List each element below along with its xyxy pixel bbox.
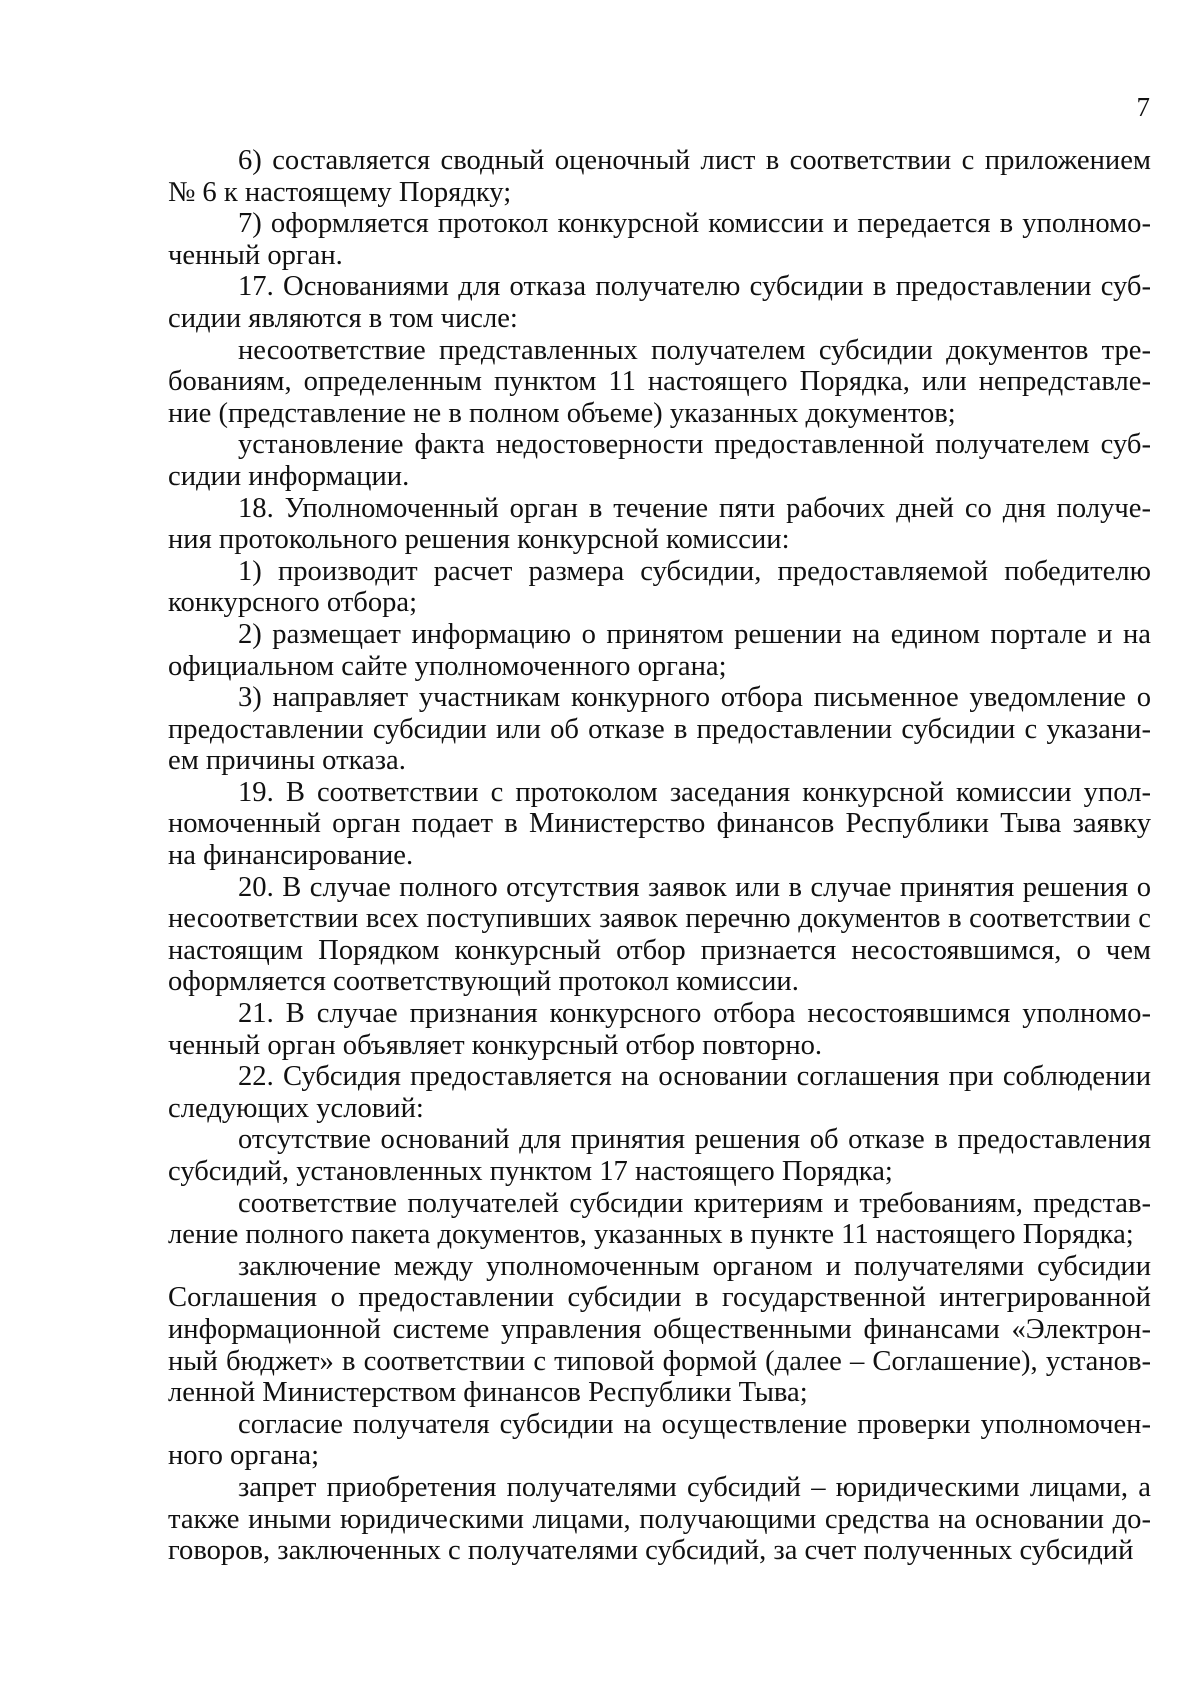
text-line: информационной системе управления общественными финансами «Электрон- <box>168 1313 1151 1345</box>
text-line: ния протокольного решения конкурсной комиссии: <box>168 524 790 556</box>
text-line: ление полного пакета документов, указанных в пункте 11 настоящего Порядка; <box>168 1219 1134 1251</box>
paragraph <box>168 1251 1151 1409</box>
text-line: бованиям, определенным пунктом 11 настоящего Порядка, или непредставле- <box>168 366 1151 398</box>
paragraph <box>168 208 1151 271</box>
text-line: ного органа; <box>168 1440 320 1472</box>
text-line: конкурсного отбора; <box>168 587 418 619</box>
text-line: 19. В соответствии с протоколом заседания конкурсной комиссии упол- <box>238 776 1151 808</box>
text-line: 7) оформляется протокол конкурсной комиссии и передается в уполномо- <box>238 208 1151 240</box>
text-line: 18. Уполномоченный орган в течение пяти рабочих дней со дня получе- <box>238 492 1151 524</box>
text-line: 21. В случае признания конкурсного отбора несостоявшимся уполномо- <box>238 998 1151 1030</box>
text-line: предоставлении субсидии или об отказе в предоставлении субсидии с указани- <box>168 713 1151 745</box>
paragraph <box>168 998 1151 1061</box>
text-line: несоответствие представленных получателем субсидии документов тре- <box>238 334 1151 366</box>
text-line: говоров, заключенных с получателями субсидий, за счет полученных субсидий <box>168 1535 1134 1567</box>
paragraph <box>168 1409 1151 1472</box>
text-line: 3) направляет участникам конкурного отбора письменное уведомление о <box>238 682 1151 714</box>
paragraph <box>168 619 1151 682</box>
paragraph <box>168 335 1151 430</box>
page-number: 7 <box>1136 92 1150 122</box>
text-line: заключение между уполномоченным органом и получателями субсидии <box>238 1250 1151 1282</box>
text-line: сидии информации. <box>168 460 410 492</box>
text-line: отсутствие оснований для принятия решения об отказе в предоставления <box>238 1124 1151 1156</box>
paragraph <box>168 777 1151 872</box>
text-line: 17. Основаниями для отказа получателю субсидии в предоставлении суб- <box>238 271 1151 303</box>
paragraph <box>168 872 1151 998</box>
paragraph <box>168 556 1151 619</box>
paragraph <box>168 1472 1151 1567</box>
text-line: настоящим Порядком конкурсный отбор признается несостоявшимся, о чем <box>168 934 1151 966</box>
paragraph <box>168 145 1151 208</box>
text-line: следующих условий: <box>168 1092 424 1124</box>
paragraph <box>168 271 1151 334</box>
text-line: установление факта недостоверности предоставленной получателем суб- <box>238 429 1151 461</box>
text-line: также иными юридическими лицами, получающими средства на основании до- <box>168 1503 1151 1535</box>
text-line: 6) составляется сводный оценочный лист в соответствии с приложением <box>238 145 1151 176</box>
paragraph <box>168 429 1151 492</box>
paragraph <box>168 493 1151 556</box>
text-line: ченный орган. <box>168 239 343 271</box>
text-line: ный бюджет» в соответствии с типовой формой (далее – Соглашение), установ- <box>168 1345 1151 1377</box>
text-line: официальном сайте уполномоченного органа; <box>168 650 727 682</box>
text-line: 22. Субсидия предоставляется на основании соглашения при соблюдении <box>238 1061 1151 1093</box>
text-line: ем причины отказа. <box>168 745 406 777</box>
paragraph <box>168 682 1151 777</box>
text-line: на финансирование. <box>168 840 414 872</box>
text-line: 2) размещает информацию о принятом решении на едином портале и на <box>238 618 1151 650</box>
text-line: сидии являются в том числе: <box>168 302 518 334</box>
text-line: несоответствии всех поступивших заявок перечню документов в соответствии с <box>168 903 1151 935</box>
text-line: субсидий, установленных пунктом 17 настоящего Порядка; <box>168 1156 893 1187</box>
paragraph <box>168 1124 1151 1187</box>
document-body <box>168 145 1151 1567</box>
text-line: ние (представление не в полном объеме) указанных документов; <box>168 397 956 429</box>
text-line: 20. В случае полного отсутствия заявок или в случае принятия решения о <box>238 871 1151 903</box>
text-line: ченный орган объявляет конкурсный отбор повторно. <box>168 1029 823 1061</box>
text-line: соответствие получателей субсидии критериям и требованиям, представ- <box>238 1187 1151 1219</box>
text-line: оформляется соответствующий протокол комиссии. <box>168 966 799 998</box>
text-line: согласие получателя субсидии на осуществление проверки уполномочен- <box>238 1408 1151 1440</box>
paragraph <box>168 1188 1151 1251</box>
text-line: ленной Министерством финансов Республики Тыва; <box>168 1377 808 1409</box>
text-line: № 6 к настоящему Порядку; <box>168 176 512 208</box>
text-line: номоченный орган подает в Министерство финансов Республики Тыва заявку <box>168 808 1151 840</box>
text-line: 1) производит расчет размера субсидии, предоставляемой победителю <box>238 555 1151 587</box>
text-line: Соглашения о предоставлении субсидии в государственной интегрированной <box>168 1282 1151 1314</box>
paragraph <box>168 1061 1151 1124</box>
text-line: запрет приобретения получателями субсидий – юридическими лицами, а <box>238 1471 1151 1503</box>
